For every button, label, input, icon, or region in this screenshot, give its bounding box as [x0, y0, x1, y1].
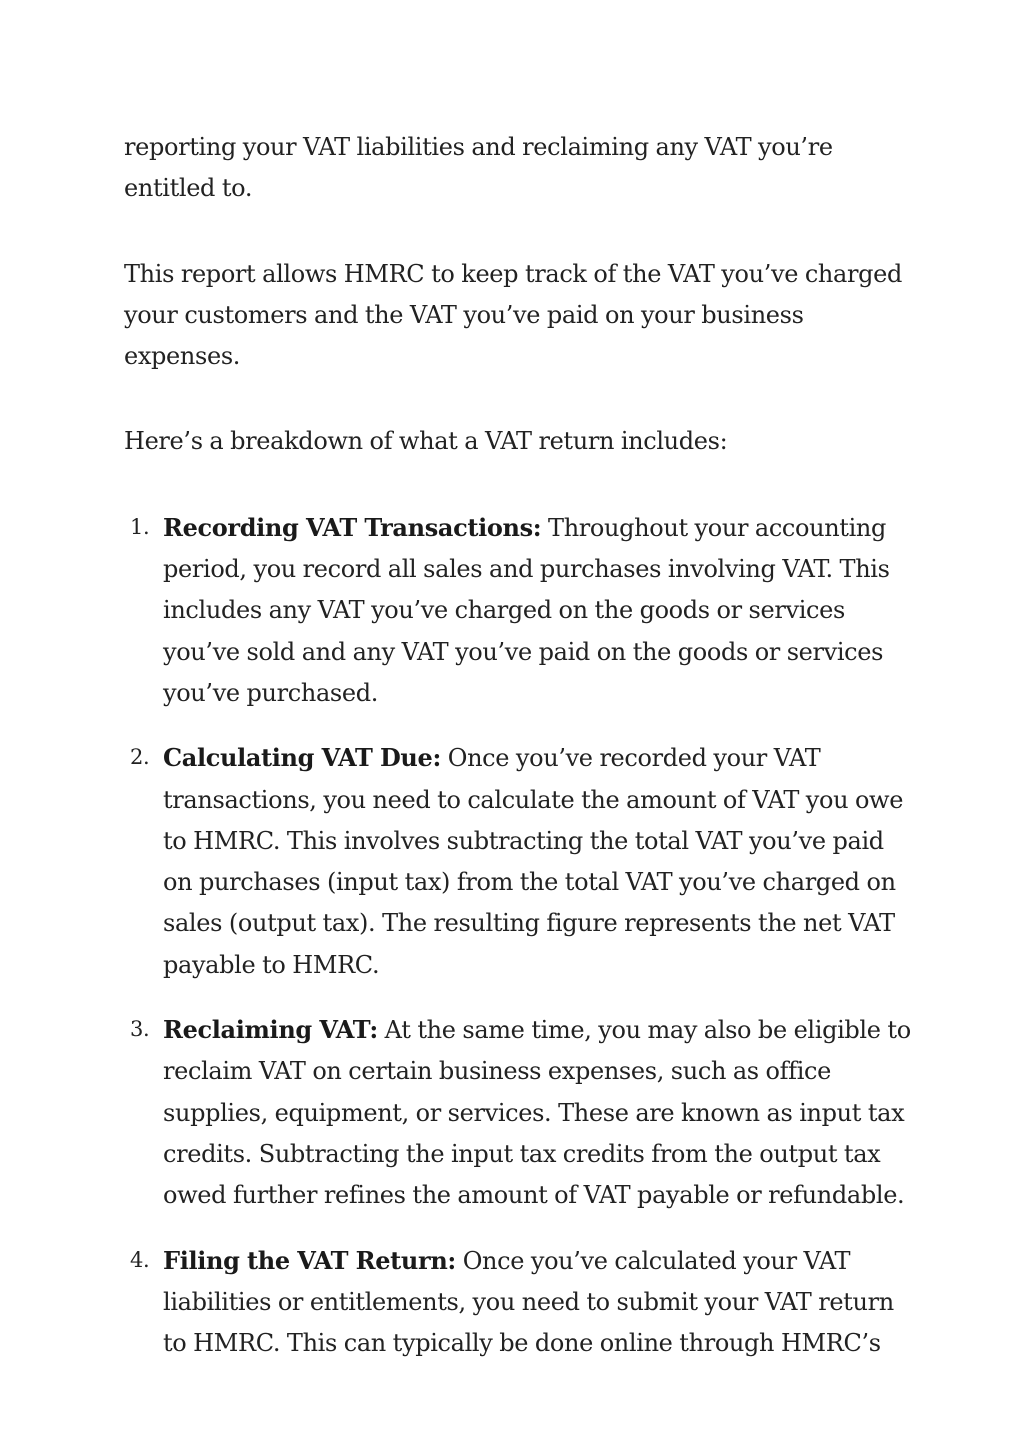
list-item-title: Filing the VAT Return: [163, 1245, 456, 1275]
list-item [124, 1240, 914, 1365]
vat-return-steps-list [124, 507, 914, 1365]
list-item-title: Reclaiming VAT: [163, 1015, 378, 1045]
list-item-title: Recording VAT Transactions: [163, 512, 542, 542]
list-item-number: 3. [130, 1017, 150, 1042]
list-item-text: Throughout your accounting period, you record all sales and purchases involving VAT. This includes any VAT you’ve charged on the goods or services you’ve sold and any VAT you’ve paid on the goods or services you’ve purchased. [163, 513, 890, 707]
paragraph-report: This report allows HMRC to keep track of the VAT you’ve charged your customers and the VAT you’ve paid on your business expenses. [124, 259, 902, 371]
list-item [124, 507, 914, 714]
paragraph-intro: reporting your VAT liabilities and reclaiming any VAT you’re entitled to. [124, 133, 833, 203]
list-item-text: At the same time, you may also be eligible to reclaim VAT on certain business expenses, such as office supplies, equipment, or services. These are known as input tax credits. Subtracting the input tax credits from the output tax owed further refines the amount of VAT payable or refundable. [163, 1016, 911, 1210]
list-item-number: 4. [130, 1247, 150, 1272]
list-item-title: Calculating VAT Due: [163, 743, 441, 773]
list-item-text: Once you’ve calculated your VAT liabilities or entitlements, you need to submit your VAT return to HMRC. This can typically be done online through HMRC’s [163, 1246, 894, 1358]
list-item-number: 1. [130, 514, 150, 539]
document-page [124, 127, 914, 1387]
paragraph-breakdown: Here’s a breakdown of what a VAT return includes: [124, 427, 728, 456]
list-item-number: 2. [130, 745, 150, 770]
list-item-text: Once you’ve recorded your VAT transactions, you need to calculate the amount of VAT you owe to HMRC. This involves subtracting the total VAT you’ve paid on purchases (input tax) from the total VAT you’ve charged on sales (output tax). The resulting figure represents the net VAT payable to HMRC. [163, 744, 904, 979]
list-item [124, 737, 914, 986]
list-item [124, 1009, 914, 1216]
